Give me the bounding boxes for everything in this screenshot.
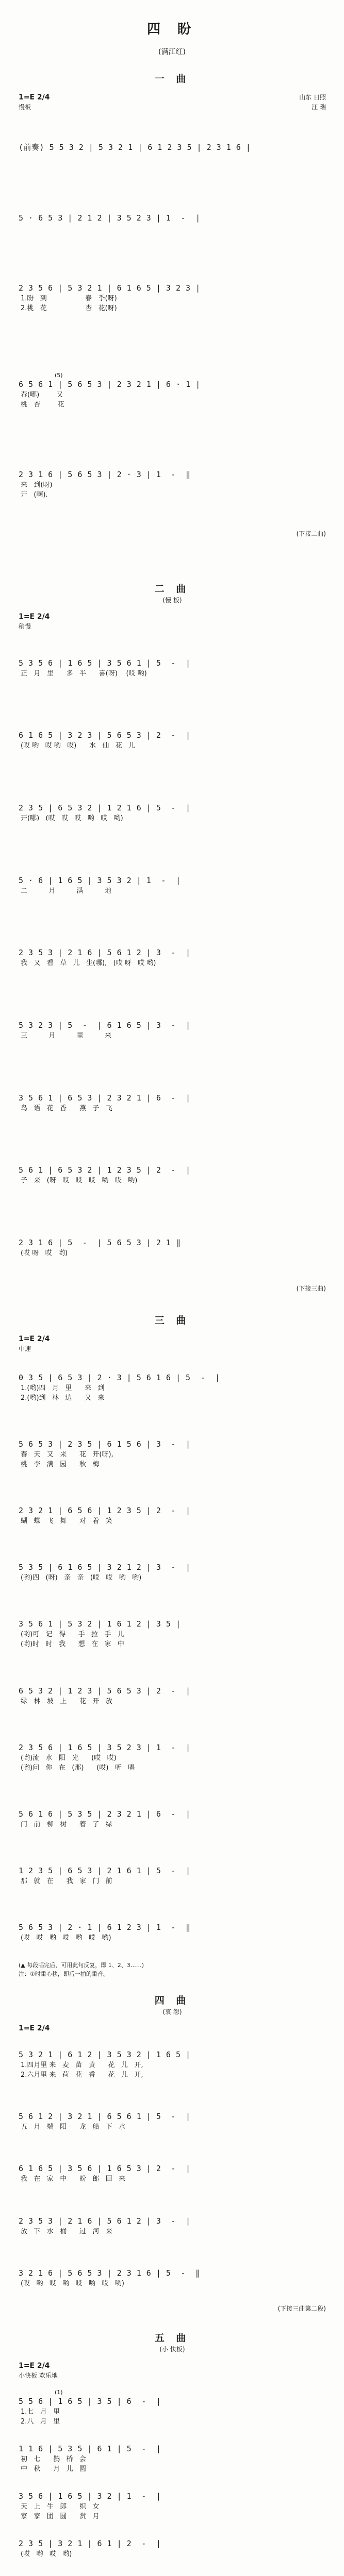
meta-left <box>19 2361 58 2381</box>
music-system <box>19 2443 326 2474</box>
music-system <box>19 2267 326 2289</box>
lyric-line: 鸟 语 花 香 燕 子 飞 <box>21 1104 112 1112</box>
lyric-line: (哎 呀 哎 哟) <box>21 1249 68 1258</box>
notation-line: 3 5 6 1 | 5 3 2 | 1 6 1 2 | 3 5 | <box>19 1619 181 1629</box>
system-mark: (5) <box>55 372 63 379</box>
systems-block <box>19 2033 326 2304</box>
lyric-line: 我 在 家 中 盼 郎 回 来 <box>21 2175 126 2183</box>
section-sublabel: (慢 板) <box>162 597 182 604</box>
music-system <box>19 2049 326 2080</box>
music-system <box>19 1865 326 1886</box>
lyric-line: 桃 杏 花 <box>21 401 64 409</box>
music-system <box>19 947 326 968</box>
notation-line: (前奏) 5 5 3 2 | 5 3 2 1 | 6 1 2 3 5 | 2 3 1 6 | <box>19 143 251 152</box>
lyric-line: (哟)流 水 阳 光 (哎 哎) <box>21 1754 117 1762</box>
music-system <box>19 657 326 679</box>
tempo-marking: 中速 <box>19 1345 31 1352</box>
lyric-line: 蝴 蝶 飞 舞 对 着 笑 <box>21 1517 112 1525</box>
lyric-line: 开(哪) (哎 哎 哎 哟 哎 哟) <box>21 815 123 823</box>
section-meta <box>19 612 326 632</box>
lyric-line: 来 到(呀) <box>21 481 53 489</box>
meta-left <box>19 2024 50 2033</box>
notation-line: 2 3 5 | 3 2 1 | 6 1 | 2 - | <box>19 2539 161 2548</box>
notation-line: 5 6 5 3 | 2 · 1 | 6 1 2 3 | 1 - ‖ <box>19 1923 191 1933</box>
systems-block <box>19 1354 326 1961</box>
notation-line: 5 · 6 | 1 6 5 | 3 5 3 2 | 1 - | <box>19 875 181 885</box>
lyric-line: 2.八 月 里 <box>21 2418 60 2426</box>
music-system <box>19 1562 326 1583</box>
tempo-marking: 稍慢 <box>19 623 31 630</box>
lyric-line: 天 上 牛 郎 织 女 <box>21 2503 100 2511</box>
lyric-line: 绿 林 坡 上 花 开 放 <box>21 1697 112 1705</box>
continuation-note: (下接二曲) <box>296 530 326 537</box>
score-section <box>19 72 326 538</box>
key-signature: 1=E 2/4 <box>19 613 50 621</box>
notation-line: 5 6 1 2 | 3 2 1 | 6 5 6 1 | 5 - | <box>19 2112 191 2122</box>
score-section <box>19 1994 326 2313</box>
lyric-line: (哎 哟 哎 哟 哎 哟 哎 哟) <box>21 2279 124 2287</box>
music-system <box>19 1164 326 1185</box>
notation-line: 1 2 3 5 | 6 5 3 | 2 1 6 1 | 5 - | <box>19 1866 191 1876</box>
tempo-marking: 慢板 <box>19 104 31 111</box>
key-signature: 1=E 2/4 <box>19 2362 50 2370</box>
music-system <box>19 1237 326 1258</box>
origin-label: 山东 日照 <box>299 94 326 101</box>
lyric-line: 1.七 月 里 <box>21 2408 60 2416</box>
music-system <box>19 802 326 823</box>
lyric-line: (哎 哎 哟 哎 哟 哎 哟) <box>21 1934 111 1942</box>
system-mark: (1) <box>55 2389 63 2396</box>
notation-line: 6 5 3 2 | 1 2 3 | 5 6 5 3 | 2 - | <box>19 1686 191 1696</box>
lyric-line: 2.(哟)到 林 边 又 来 <box>21 1394 105 1402</box>
score-section <box>19 2331 326 2576</box>
lyric-line: 2.桃 花 杏 花(呀) <box>21 304 117 312</box>
meta-left <box>19 93 50 112</box>
lyric-line: 1.四月里 来 麦 苗 黄 花 儿 开, <box>21 2061 143 2070</box>
notation-line: 3 5 6 | 1 6 5 | 3 2 | 1 - | <box>19 2492 161 2501</box>
lyric-line: 桃 李 满 园 秋 梅 <box>21 1460 100 1468</box>
continuation-note: (下接三曲第二段) <box>277 2305 326 2312</box>
lyric-line: 1.盼 到 春 季(呀) <box>21 294 117 302</box>
performer-label: 汪 瑞 <box>312 104 326 111</box>
lyric-line: (哎 哟 哎 哟) <box>21 2550 72 2558</box>
notation-line: 3 2 1 6 | 5 6 5 3 | 2 3 1 6 | 5 - ‖ <box>19 2268 201 2278</box>
music-system <box>19 2111 326 2132</box>
notation-line: 2 3 5 | 6 5 3 2 | 1 2 1 6 | 5 - | <box>19 803 191 813</box>
section-label: 四 曲 <box>154 1995 190 2006</box>
music-system <box>19 469 326 500</box>
music-system <box>19 282 326 313</box>
notation-line: 5 3 2 1 | 6 1 2 | 3 5 3 2 | 1 6 5 | <box>19 2050 191 2060</box>
section-sublabel: (小 快板) <box>159 2346 185 2353</box>
music-system <box>19 1020 326 1041</box>
notation-line: 5 3 5 6 | 1 6 5 | 3 5 6 1 | 5 - | <box>19 658 191 668</box>
lyric-line: 那 就 在 我 家 门 前 <box>21 1877 112 1886</box>
lyric-line: (哟)时 时 我 想 在 家 中 <box>21 1640 124 1649</box>
notation-line: 2 3 1 6 | 5 - | 5 6 5 3 | 2 1 ‖ <box>19 1238 181 1248</box>
lyric-line: 我 又 看 草 儿 生(哪), (哎 呀 哎 哟) <box>21 959 156 968</box>
notation-line: 6 5 6 1 | 5 6 5 3 | 2 3 2 1 | 6 · 1 | <box>19 380 201 389</box>
music-system <box>19 1808 326 1829</box>
music-system <box>19 2538 326 2559</box>
score-section <box>19 1314 326 1978</box>
music-system <box>19 2215 326 2236</box>
music-system <box>19 1438 326 1469</box>
notation-line: 5 3 5 | 6 1 6 5 | 3 2 1 2 | 3 - | <box>19 1563 191 1572</box>
notation-line: 0 3 5 | 6 5 3 | 2 · 3 | 5 6 1 6 | 5 - | <box>19 1372 220 1382</box>
footnote-line: 注：①时重心移，即后一拍的重音。 <box>19 1971 109 1977</box>
meta-left <box>19 612 50 632</box>
lyric-line: 开 (啊). <box>21 490 48 499</box>
music-system <box>19 2389 326 2427</box>
continuation-note: (下接三曲) <box>296 1285 326 1292</box>
notation-line: 2 3 5 6 | 5 3 2 1 | 6 1 6 5 | 3 2 3 | <box>19 283 201 293</box>
section-label: 二 曲 <box>154 583 190 595</box>
lyric-line: 子 来 (呀 哎 哎 哎 哟 哎 哟) <box>21 1177 138 1185</box>
section-label: 五 曲 <box>154 2332 190 2344</box>
notation-line: 2 3 2 1 | 6 5 6 | 1 2 3 5 | 2 - | <box>19 1505 191 1515</box>
lyric-line: 家 家 团 圆 赏 月 <box>21 2513 100 2520</box>
notation-line: 5 3 2 3 | 5 - | 6 1 6 5 | 3 - | <box>19 1021 191 1030</box>
lyric-line: (哟)可 记 得 手 拉 手 儿 <box>21 1631 124 1639</box>
music-system <box>19 730 326 751</box>
systems-block <box>19 632 326 1284</box>
notation-line: 5 6 5 3 | 2 3 5 | 6 1 5 6 | 3 - | <box>19 1439 191 1449</box>
key-signature: 1=E 2/4 <box>19 93 50 101</box>
notation-line: 2 3 5 3 | 2 1 6 | 5 6 1 2 | 3 - | <box>19 2216 191 2226</box>
music-system <box>19 1505 326 1526</box>
notation-line: 6 1 6 5 | 3 5 6 | 1 6 5 3 | 2 - | <box>19 2164 191 2174</box>
section-meta <box>19 1334 326 1354</box>
section-label: 三 曲 <box>154 1315 190 1326</box>
music-system <box>19 142 326 153</box>
music-system <box>19 1742 326 1773</box>
music-system <box>19 2490 326 2521</box>
lyric-line: 中 秋 月 儿 圆 <box>21 2465 86 2473</box>
meta-left <box>19 1334 50 1354</box>
notation-line: 2 3 5 6 | 1 6 5 | 3 5 2 3 | 1 - | <box>19 1742 191 1752</box>
key-signature: 1=E 2/4 <box>19 1335 50 1343</box>
music-system <box>19 1092 326 1113</box>
lyric-line: 春(哪) 又 <box>21 391 63 399</box>
lyric-line: 门 前 柳 树 着 了 绿 <box>21 1820 112 1828</box>
notation-line: 5 · 6 5 3 | 2 1 2 | 3 5 2 3 | 1 - | <box>19 213 201 223</box>
music-system <box>19 2163 326 2184</box>
notation-line: 5 6 1 6 | 5 3 5 | 2 3 2 1 | 6 - | <box>19 1809 191 1819</box>
notation-line: 3 5 6 1 | 6 5 3 | 2 3 2 1 | 6 - | <box>19 1093 191 1103</box>
notation-line: 5 6 1 | 6 5 3 2 | 1 2 3 5 | 2 - | <box>19 1165 191 1175</box>
section-meta <box>19 2024 326 2033</box>
tempo-marking: 小快板 欢乐地 <box>19 2372 58 2379</box>
systems-block <box>19 112 326 529</box>
lyric-line: 1.(哟)四 月 里 来 到 <box>21 1384 105 1392</box>
notation-line: 6 1 6 5 | 3 2 3 | 5 6 5 3 | 2 - | <box>19 731 191 740</box>
music-system <box>19 1372 326 1403</box>
section-meta <box>19 2361 326 2381</box>
lyric-line: 放 下 水 桶 过 河 来 <box>21 2227 112 2235</box>
lyric-line: 二 月 满 地 <box>21 887 111 895</box>
notation-line: 2 3 1 6 | 5 6 5 3 | 2 · 3 | 1 - ‖ <box>19 469 191 479</box>
footnote-line: (▲ 每段唱完后，可用此句反复，即 1、2、3……) <box>19 1962 144 1969</box>
section-label: 一 曲 <box>154 73 190 84</box>
lyric-line: (哎 哟 哎 哟 哎) 水 仙 花 儿 <box>21 742 136 750</box>
lyric-line: (哟)问 你 在 (那) (哎) 听 唱 <box>21 1764 135 1772</box>
notation-line: 1 1 6 | 5 3 5 | 6 1 | 5 - | <box>19 2444 161 2453</box>
lyric-line: 五 月 端 阳 龙 船 下 水 <box>21 2123 126 2131</box>
lyric-line: 正 月 里 多 半 喜(呀) (哎 哟) <box>21 669 147 677</box>
score-subtitle: (满江红) <box>158 48 186 56</box>
lyric-line: 春 天 又 来 花 开(呀), <box>21 1450 113 1459</box>
systems-block <box>19 2381 326 2576</box>
score-section <box>19 582 326 1293</box>
music-system <box>19 212 326 224</box>
score-title: 四 盼 <box>146 22 198 37</box>
music-system <box>19 1685 326 1706</box>
music-system <box>19 1922 326 1943</box>
lyric-line: 三 月 里 来 <box>21 1032 111 1040</box>
meta-right <box>299 93 326 112</box>
lyric-line: (哟)四 (呀) 亲 亲 (哎 哎 哟 哟) <box>21 1574 142 1582</box>
section-meta <box>19 93 326 112</box>
lyric-line: 初 七 鹊 桥 会 <box>21 2455 86 2463</box>
lyric-line: 2.六月里 来 荷 花 香 花 儿 开, <box>21 2071 143 2079</box>
music-system <box>19 1618 326 1649</box>
section-sublabel: (哀 怨) <box>162 2008 182 2015</box>
music-system <box>19 372 326 410</box>
music-system <box>19 875 326 896</box>
notation-line: 2 3 5 3 | 2 1 6 | 5 6 1 2 | 3 - | <box>19 948 191 958</box>
key-signature: 1=E 2/4 <box>19 2024 50 2032</box>
notation-line: 5 5 6 | 1 6 5 | 3 5 | 6 - | <box>19 2397 161 2406</box>
